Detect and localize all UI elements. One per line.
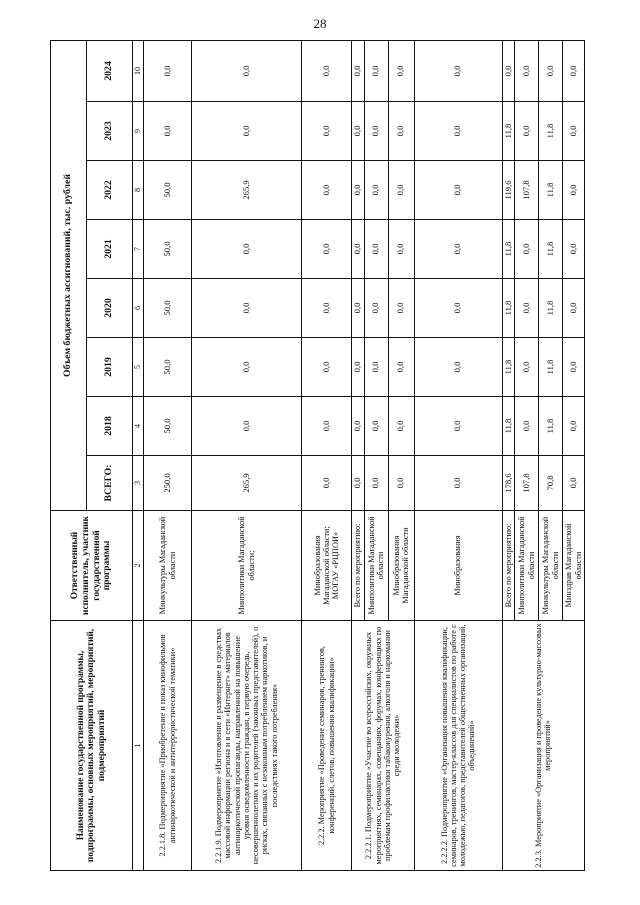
- row-exec: Минобразования: [414, 511, 502, 621]
- column-number: 4: [133, 397, 144, 456]
- cell-value: 0,0: [515, 397, 539, 456]
- cell-value: 0,0: [352, 397, 365, 456]
- page-number: 28: [313, 16, 327, 31]
- cell-value: 0,0: [302, 397, 352, 456]
- cell-value: 0,0: [192, 40, 302, 101]
- cell-value: 0,0: [515, 220, 539, 279]
- cell-value: 0,0: [502, 40, 515, 101]
- cell-value: 0,0: [352, 456, 365, 511]
- cell-value: 0,0: [302, 456, 352, 511]
- cell-value: 50,0: [144, 279, 192, 338]
- cell-value: 250,0: [144, 456, 192, 511]
- row-name: 2.2.1.9. Подмероприятие «Изготовление и размещение в средствах массовой информации региона и в сети «Интернет» материалов антинаркотической пропаганды, направленной на повышение уровня осведомленности граждан, в первую очередь, несовершеннолетних и их родителей (законных представителей), о рисках, связанных с незаконным потреблением наркотиков, и последствиях такого потребления»: [192, 621, 302, 871]
- header-year: 2018: [87, 397, 133, 456]
- cell-value: 0,0: [192, 397, 302, 456]
- column-number: 6: [133, 279, 144, 338]
- cell-value: 0,0: [388, 338, 414, 397]
- cell-value: 0,0: [302, 279, 352, 338]
- cell-value: 0,0: [364, 397, 388, 456]
- row-name: 2.2.2.2. Подмероприятие «Организация повышения квалификации, семинаров, тренингов, мастер-классов для специалистов по работе с молодежью, педагогов, представителей общественных организаций, объединений»: [414, 621, 502, 871]
- cell-value: 0,0: [302, 220, 352, 279]
- header-year: 2020: [87, 279, 133, 338]
- cell-value: 0,0: [414, 397, 502, 456]
- cell-value: 119,6: [502, 161, 515, 220]
- cell-value: 11,8: [539, 102, 563, 161]
- cell-value: 0,0: [414, 40, 502, 101]
- cell-value: 11,8: [502, 102, 515, 161]
- row-exec: Минкультуры Магаданской области: [144, 511, 192, 621]
- row-name: 2.2.2. Мероприятие «Проведение семинаров, тренингов, конференций, слетов, повышения квалификации»: [302, 621, 352, 871]
- table-row: [302, 40, 352, 870]
- cell-value: 0,0: [414, 456, 502, 511]
- column-number: 9: [133, 102, 144, 161]
- row-name: 2.2.1.8. Подмероприятие «Приобретение и показ кинофильмов антинаркотической и антитеррористической тематики»: [144, 621, 192, 871]
- header-funding: Объем бюджетных ассигнований, тыс. рублей: [51, 40, 87, 510]
- row-exec: Минполитики Магаданской области: [364, 511, 388, 621]
- cell-value: 0,0: [414, 161, 502, 220]
- cell-value: 107,8: [515, 456, 539, 511]
- header-year: 2023: [87, 102, 133, 161]
- cell-value: 265,9: [192, 161, 302, 220]
- cell-value: 0,0: [388, 40, 414, 101]
- cell-value: 11,8: [539, 161, 563, 220]
- row-name: 2.2.3. Мероприятие «Организация и проведение культурно-массовых мероприятий»: [502, 621, 584, 871]
- cell-value: 70,8: [539, 456, 563, 511]
- cell-value: 0,0: [352, 279, 365, 338]
- row-name: 2.2.2.1. Подмероприятие «Участие во всероссийских, окружных мероприятиях, семинарах, совещаниях, форумах, конференциях по проблемам профилактики табакокурения, алкоголя и наркомании среди молодежи»: [352, 621, 415, 871]
- row-exec: Минкультуры Магаданской области: [539, 511, 563, 621]
- cell-value: 0,0: [144, 40, 192, 101]
- column-number: 10: [133, 40, 144, 101]
- table-row: [502, 40, 515, 870]
- cell-value: 0,0: [563, 40, 585, 101]
- table-row: [352, 40, 365, 870]
- cell-value: 0,0: [563, 397, 585, 456]
- cell-value: 0,0: [352, 220, 365, 279]
- cell-value: 0,0: [352, 40, 365, 101]
- cell-value: 0,0: [563, 220, 585, 279]
- row-exec: Минполитики Магаданской области: [515, 511, 539, 621]
- cell-value: 0,0: [192, 338, 302, 397]
- cell-value: 0,0: [388, 161, 414, 220]
- cell-value: 0,0: [563, 338, 585, 397]
- cell-value: 0,0: [352, 338, 365, 397]
- cell-value: 0,0: [563, 161, 585, 220]
- cell-value: 11,8: [502, 220, 515, 279]
- table-row: [192, 40, 302, 870]
- cell-value: 0,0: [539, 40, 563, 101]
- header-exec: Ответственный исполнитель, участник государственной программы: [51, 511, 133, 621]
- cell-value: 11,8: [539, 279, 563, 338]
- cell-value: 50,0: [144, 397, 192, 456]
- cell-value: 0,0: [302, 40, 352, 101]
- cell-value: 0,0: [192, 102, 302, 161]
- header-year: 2019: [87, 338, 133, 397]
- cell-value: 0,0: [515, 279, 539, 338]
- cell-value: 0,0: [144, 102, 192, 161]
- column-number: 2: [133, 511, 144, 621]
- cell-value: 0,0: [192, 220, 302, 279]
- cell-value: 0,0: [414, 338, 502, 397]
- cell-value: 0,0: [302, 102, 352, 161]
- cell-value: 265,9: [192, 456, 302, 511]
- cell-value: 178,6: [502, 456, 515, 511]
- cell-value: 0,0: [364, 102, 388, 161]
- cell-value: 11,8: [539, 220, 563, 279]
- table-row: [144, 40, 192, 870]
- row-exec: Минобразования Магаданской области: [388, 511, 414, 621]
- column-number: 5: [133, 338, 144, 397]
- cell-value: 0,0: [302, 161, 352, 220]
- cell-value: 11,8: [502, 338, 515, 397]
- cell-value: 0,0: [364, 338, 388, 397]
- cell-value: 0,0: [563, 456, 585, 511]
- cell-value: 0,0: [563, 279, 585, 338]
- cell-value: 0,0: [388, 279, 414, 338]
- rotated-table-frame: [50, 41, 583, 871]
- cell-value: 0,0: [515, 40, 539, 101]
- cell-value: 11,8: [539, 338, 563, 397]
- rotated-table: [50, 41, 583, 871]
- header-total: ВСЕГО:: [87, 456, 133, 511]
- cell-value: 50,0: [144, 338, 192, 397]
- row-exec: Минобразования Магаданской области; МОГАУ «РЦПОИ»: [302, 511, 352, 621]
- cell-value: 50,0: [144, 220, 192, 279]
- table-row: [414, 40, 502, 870]
- cell-value: 0,0: [515, 338, 539, 397]
- header-year: 2022: [87, 161, 133, 220]
- cell-value: 50,0: [144, 161, 192, 220]
- cell-value: 0,0: [352, 161, 365, 220]
- cell-value: 0,0: [388, 102, 414, 161]
- cell-value: 11,8: [502, 279, 515, 338]
- cell-value: 0,0: [388, 456, 414, 511]
- cell-value: 0,0: [364, 456, 388, 511]
- budget-table: [50, 40, 585, 871]
- cell-value: 0,0: [192, 279, 302, 338]
- cell-value: 107,8: [515, 161, 539, 220]
- row-exec: Всего по мероприятию:: [352, 511, 365, 621]
- cell-value: 0,0: [388, 397, 414, 456]
- column-number: 1: [133, 621, 144, 871]
- cell-value: 0,0: [388, 220, 414, 279]
- cell-value: 11,8: [502, 397, 515, 456]
- cell-value: 11,8: [539, 397, 563, 456]
- cell-value: 0,0: [414, 220, 502, 279]
- cell-value: 0,0: [364, 220, 388, 279]
- cell-value: 0,0: [302, 338, 352, 397]
- cell-value: 0,0: [364, 40, 388, 101]
- row-exec: Минздрав Магаданской области: [563, 511, 585, 621]
- row-exec: Всего по мероприятию:: [502, 511, 515, 621]
- column-number: 8: [133, 161, 144, 220]
- column-number: 7: [133, 220, 144, 279]
- header-year: 2024: [87, 40, 133, 101]
- cell-value: 0,0: [352, 102, 365, 161]
- row-exec: Минполитики Магаданской области;: [192, 511, 302, 621]
- header-year: 2021: [87, 220, 133, 279]
- cell-value: 0,0: [515, 102, 539, 161]
- header-name: Наименование государственной программы, подпрограммы, основных мероприятий, мероприятий, подмероприятий: [51, 621, 133, 871]
- cell-value: 0,0: [414, 102, 502, 161]
- cell-value: 0,0: [364, 161, 388, 220]
- cell-value: 0,0: [364, 279, 388, 338]
- cell-value: 0,0: [414, 279, 502, 338]
- column-number: 3: [133, 456, 144, 511]
- cell-value: 0,0: [563, 102, 585, 161]
